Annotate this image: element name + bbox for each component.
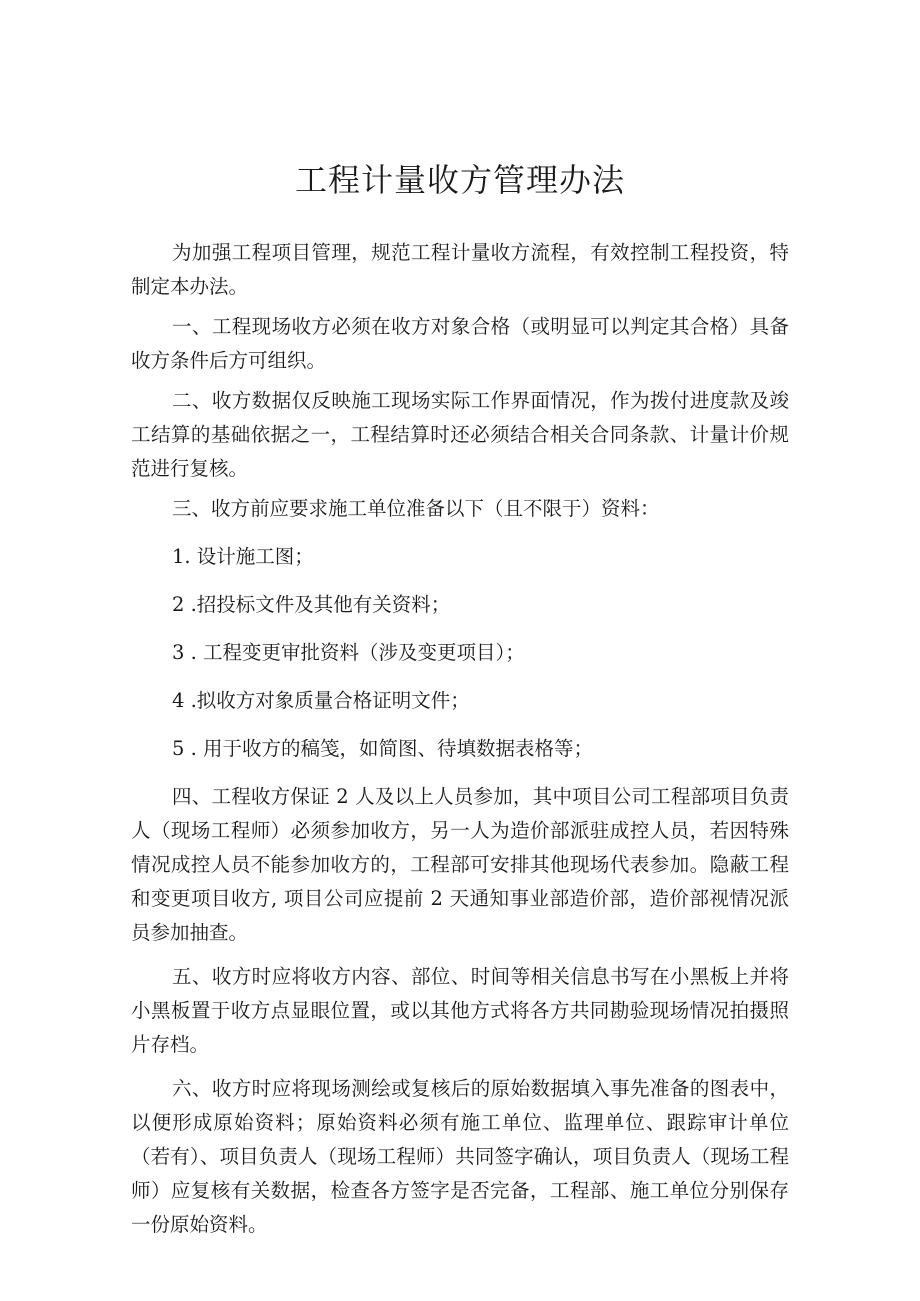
- document-title: 工程计量收方管理办法: [294, 161, 625, 199]
- intro-paragraph: 为加强工程项目管理，规范工程计量收方流程，有效控制工程投资，特制定本办法。: [131, 241, 789, 298]
- document-body: [131, 236, 789, 1242]
- clause-5-paragraph: 五、收方时应将收方内容、部位、时间等相关信息书写在小黑板上并将小黑板置于收方点显眼位置，或以其他方式将各方共同勘验现场情况拍摄照片存档。: [131, 965, 789, 1056]
- clause-1-paragraph: 一、工程现场收方必须在收方对象合格（或明显可以判定其合格）具备收方条件后方可组织。: [131, 315, 789, 372]
- list-item-1: 1. 设计施工图；: [172, 545, 314, 568]
- clause-2-paragraph: 二、收方数据仅反映施工现场实际工作界面情况，作为拨付进度款及竣工结算的基础依据之一，工程结算时还必须结合相关合同条款、计量计价规范进行复核。: [131, 389, 789, 480]
- list-item-2: 2 .招投标文件及其他有关资料；: [172, 593, 451, 616]
- clause-6-paragraph: 六、收方时应将现场测绘或复核后的原始数据填入事先准备的图表中，以便形成原始资料；原始资料必须有施工单位、监理单位、跟踪审计单位（若有）、项目负责人（现场工程师）共同签字确认，项目负责人（现场工程师）应复核有关数据，检查各方签字是否完备，工程部、施工单位分别保存一份原始资料。: [131, 1077, 789, 1236]
- list-item-3: 3 . 工程变更审批资料（涉及变更项目）；: [172, 641, 525, 664]
- clause-3-paragraph: 三、收方前应要求施工单位准备以下（且不限于）资料：: [172, 497, 660, 520]
- list-item-5: 5 . 用于收方的稿笺，如简图、待填数据表格等；: [172, 737, 594, 760]
- list-item-4: 4 .拟收方对象质量合格证明文件；: [172, 689, 470, 712]
- clause-4-paragraph: 四、工程收方保证 2 人及以上人员参加，其中项目公司工程部项目负责人（现场工程师）必须参加收方，另一人为造价部派驻成控人员，若因特殊情况成控人员不能参加收方的，工程部可安排其他现场代表参加。隐蔽工程和变更项目收方, 项目公司应提前 2 天通知事业部造价部，造价部视情况派员参加抽查。: [131, 785, 789, 944]
